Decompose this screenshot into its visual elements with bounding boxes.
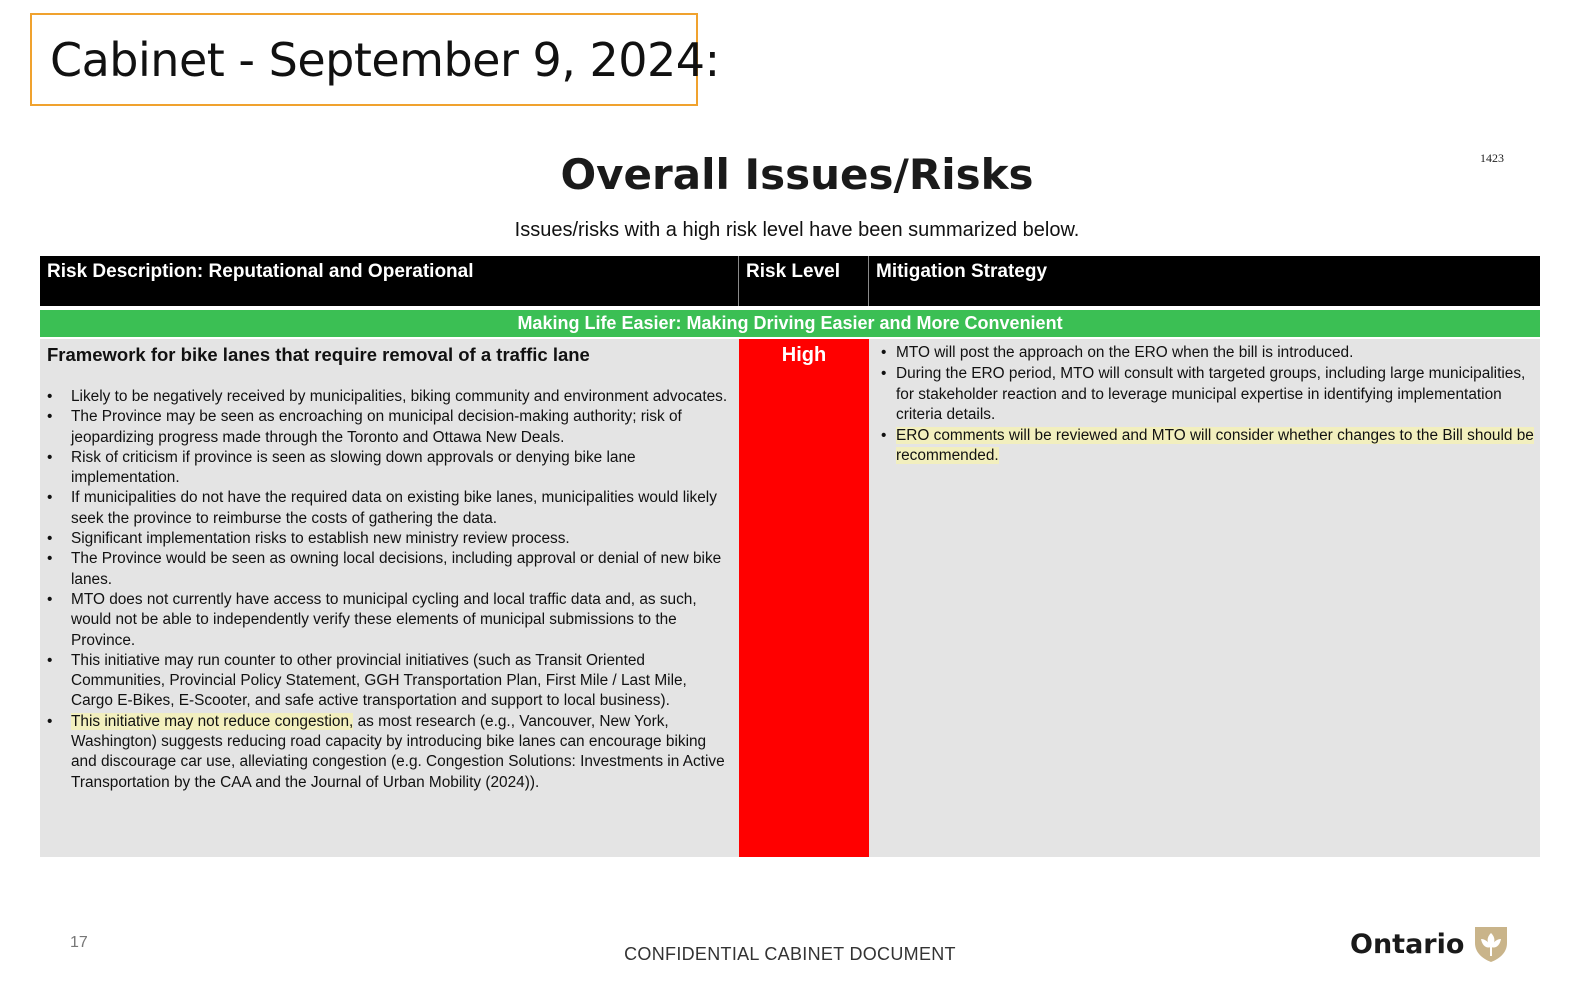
mitigation-item: • During the ERO period, MTO will consult with targeted groups, including large municipalities, for stakeholder reaction and to leverage municipal expertise in identifying implementation criteria details. [881,365,1526,423]
risk-item: • Likely to be negatively received by municipalities, biking community and environment advocates. [47,388,728,405]
mitigation-list [881,343,1540,467]
ontario-logo-text: Ontario [1350,928,1465,960]
risk-item: • Risk of criticism if province is seen as slowing down approvals or denying bike lane implementation. [47,448,636,487]
section-heading: Making Life Easier: Making Driving Easier and More Convenient [40,310,1540,337]
confidential-label: CONFIDENTIAL CABINET DOCUMENT [624,944,956,964]
risk-item: • If municipalities do not have the required data on existing bike lanes, municipalities would likely seek the province to reimburse the costs of gathering the data. [47,489,717,527]
highlighted-text: ERO comments will be reviewed and MTO will consider whether changes to the Bill should be recommended. [896,427,1534,465]
risk-level-cell [739,339,869,857]
risk-level-badge: High [781,344,827,366]
risk-item: • The Province may be seen as encroaching on municipal decision-making authority; risk of jeopardizing progress made through the Toronto and Ottawa New Deals. [47,408,682,446]
caption-text: Cabinet - September 9, 2024: [50,32,720,87]
risk-item: • This initiative may not reduce congestion, as most research (e.g., Vancouver, New York, Washington) suggests reducing road capacity by introducing bike lanes can encourage biking and discourage car use, alleviating congestion (e.g. Congestion Solutions: Investments in Active Transportation by the CAA and the Journal of Urban Mobility (2024)). [47,712,725,791]
ontario-logo [1350,923,1512,965]
slide-subtitle: Issues/risks with a high risk level have been summarized below. [514,219,1080,241]
mitigation-cell [869,339,1540,857]
risk-description-cell [40,339,739,857]
risk-item: • Significant implementation risks to establish new ministry review process. [47,530,570,548]
risk-item: • MTO does not currently have access to municipal cycling and local traffic data and, as such, would not be able to independently verify these elements of municipal submissions to the Province. [47,590,697,649]
table-header-row [40,256,1540,306]
header-mitigation-strategy: Mitigation Strategy [876,261,1048,282]
highlighted-text: This initiative may not reduce congestion, [71,712,354,730]
page-number: 17 [70,934,88,951]
mitigation-item: • ERO comments will be reviewed and MTO will consider whether changes to the Bill should be recommended. [881,427,1534,465]
risk-title: Framework for bike lanes that require removal of a traffic lane [47,344,590,365]
caption-box [30,13,720,106]
mitigation-item: • MTO will post the approach on the ERO when the bill is introduced. [881,344,1354,361]
risk-list [47,387,732,793]
document-number: 1423 [1480,151,1504,165]
risk-item: • The Province would be seen as owning local decisions, including approval or denial of new bike lanes. [47,550,722,588]
header-risk-description: Risk Description: Reputational and Operational [40,256,739,306]
table-row [40,339,1540,857]
risk-item: • This initiative may run counter to other provincial initiatives (such as Transit Oriented Communities, Provincial Policy Statement, GGH Transportation Plan, First Mile / Last Mile, Cargo E-Bikes, E-Scooter, and safe active transportation and support to local business). [47,651,687,710]
header-risk-level: Risk Level [739,256,869,306]
ontario-trillium-icon [1470,923,1512,965]
slide-title: Overall Issues/Risks [560,150,1034,199]
